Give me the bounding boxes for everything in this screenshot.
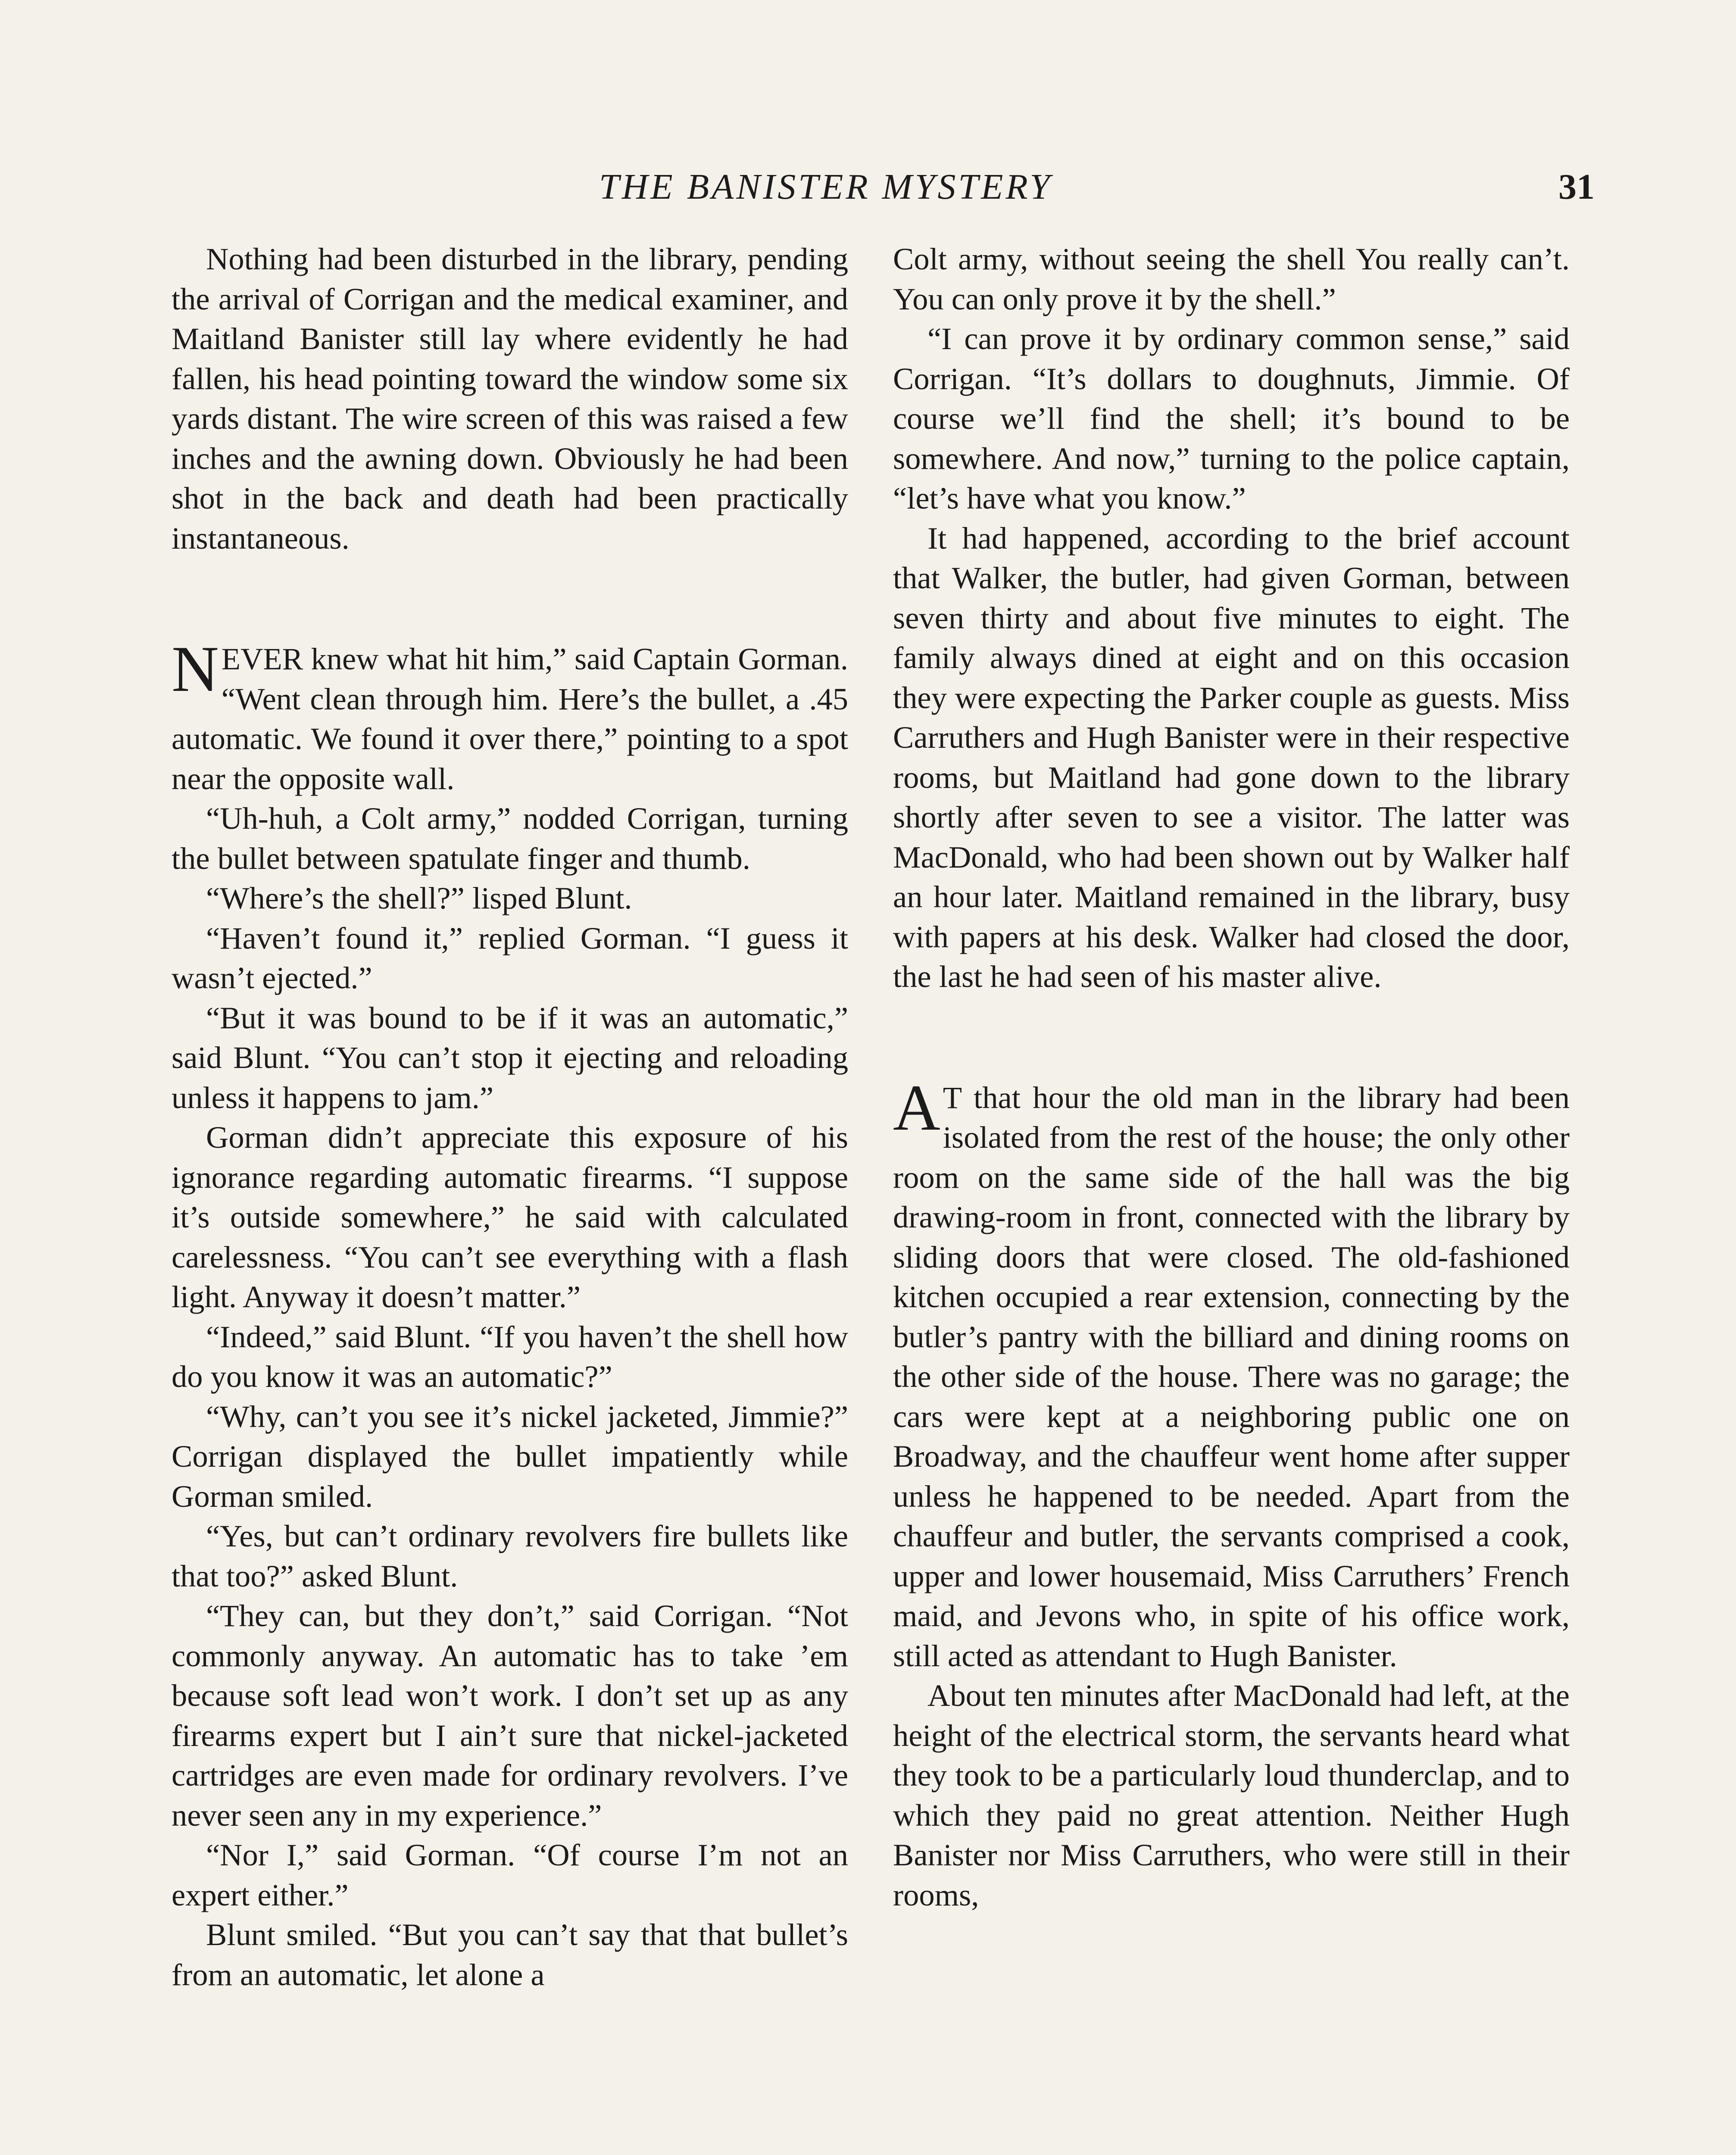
page-number: 31 [1558,167,1595,207]
paragraph: “Yes, but can’t ordinary revolvers fire bullets like that too?” asked Blunt. [172,1518,848,1593]
paragraph-continued: Colt army, without seeing the shell You really can’t. You can only prove it by the shell.” [893,241,1570,316]
paragraph: “Indeed,” said Blunt. “If you haven’t the shell how do you know it was an automatic?” [172,1319,848,1394]
paragraph: It had happened, according to the brief account that Walker, the butler, had given Gorman, between seven thirty and about five minutes to eight. The family always dined at eight and on this occasion they were expecting the Parker couple as guests. Miss Carruthers and Hugh Banister were in their respective rooms, but Maitland had gone down to the library shortly after seven to see a visitor. The latter was MacDonald, who had been shown out by Walker half an hour later. Maitland remained in the library, busy with papers at his desk. Walker had closed the door, the last he had seen of his master alive. [893,520,1570,994]
drop-cap: N [172,633,219,705]
paragraph: Gorman didn’t appreciate this exposure of his ignorance regarding automatic firearms. “I suppose it’s outside somewhere,” he said with calculated carelessness. “You can’t see everything with a flash light. Anyway it doesn’t matter.” [172,1120,848,1314]
paragraph-text: T that hour the old man in the library had been isolated from the rest of the house; the only other room on the same side of the hall was the big drawing-room in front, connected with the library by sliding doors that were closed. The old-fashioned kitchen occupied a rear extension, connecting by the butler’s pantry with the billiard and dining rooms on the other side of the house. There was no garage; the cars were kept at a neighboring public one on Broadway, and the chauffeur went home after supper unless he happened to be needed. Apart from the chauffeur and butler, the servants comprised a cook, upper and lower housemaid, Miss Carruthers’ French maid, and Jevons who, in spite of his office work, still acted as attendant to Hugh Banister. [893,1080,1570,1673]
paragraph-dropcap [893,1071,1570,1676]
paragraph: “Where’s the shell?” lisped Blunt. [206,881,632,915]
section-break [893,997,1570,1078]
section-break [172,558,848,639]
paragraph-text: EVER knew what hit him,” said Captain Gorman. “Went clean through him. Here’s the bullet, a .45 automatic. We found it over there,” pointing to a spot near the opposite wall. [172,641,848,796]
left-column [172,239,848,1995]
paragraph: Nothing had been disturbed in the library, pending the arrival of Corrigan and the medical examiner, and Maitland Banister still lay where evidently he had fallen, his head pointing toward the window some six yards distant. The wire screen of this was raised a few inches and the awning down. Obviously he had been shot in the back and death had been practically instantaneous. [172,241,848,556]
running-head [172,166,1595,218]
paragraph: “I can prove it by ordinary common sense,” said Corrigan. “It’s dollars to doughnuts, Jimmie. Of course we’ll find the shell; it’s bound to be somewhere. And now,” turning to the police captain, “let’s have what you know.” [893,321,1570,515]
paragraph-dropcap [172,633,848,799]
drop-cap: A [893,1071,940,1144]
paragraph: Blunt smiled. “But you can’t say that that bullet’s from an automatic, let alone a [172,1917,848,1992]
paragraph: “Haven’t found it,” replied Gorman. “I guess it wasn’t ejected.” [172,920,848,995]
right-column [893,239,1570,1915]
paragraph: “Why, can’t you see it’s nickel jacketed, Jimmie?” Corrigan displayed the bullet impatiently while Gorman smiled. [172,1399,848,1514]
paragraph: “But it was bound to be if it was an automatic,” said Blunt. “You can’t stop it ejecting and reloading unless it happens to jam.” [172,1000,848,1115]
paragraph: About ten minutes after MacDonald had left, at the height of the electrical storm, the servants heard what they took to be a particularly loud thunderclap, and to which they paid no great attention. Neither Hugh Banister nor Miss Carruthers, who were still in their rooms, [893,1678,1570,1912]
paragraph: “Nor I,” said Gorman. “Of course I’m not an expert either.” [172,1837,848,1912]
paragraph: “They can, but they don’t,” said Corrigan. “Not commonly anyway. An automatic has to take ’em because soft lead won’t work. I don’t set up as any firearms expert but I ain’t sure that nickel-jacketed cartridges are even made for ordinary revolvers. I’ve never seen any in my experience.” [172,1598,848,1833]
paragraph: “Uh-huh, a Colt army,” nodded Corrigan, turning the bullet between spatulate finger and thumb. [172,801,848,876]
running-head-title: THE BANISTER MYSTERY [599,167,1052,207]
